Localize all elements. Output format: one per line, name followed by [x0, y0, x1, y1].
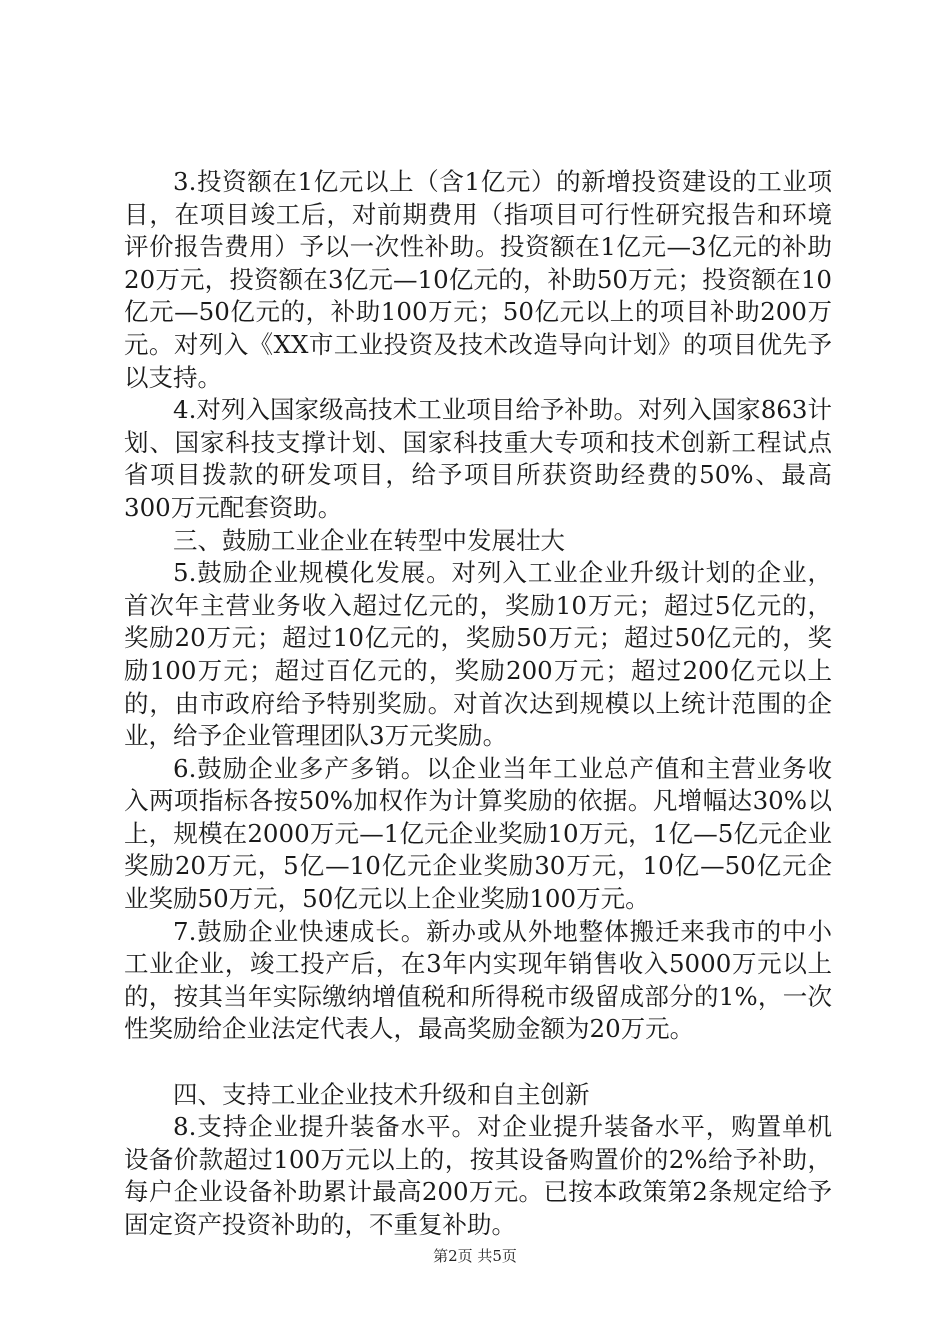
- paragraph-item-5: 5.鼓励企业规模化发展。对列入工业企业升级计划的企业，首次年主营业务收入超过亿元的，奖励10万元；超过5亿元的，奖励20万元；超过10亿元的，奖励50万元；超过50亿元的，奖励100万元；超过百亿元的，奖励200万元；超过200亿元以上的，由市政府给予特别奖励。对首次达到规模以上统计范围的企业，给予企业管理团队3万元奖励。: [124, 558, 832, 751]
- section-heading-4: 四、支持工业企业技术升级和自主创新: [173, 1079, 590, 1109]
- paragraph-item-8: 8.支持企业提升装备水平。对企业提升装备水平，购置单机设备价款超过100万元以上的，按其设备购置价的2%给予补助，每户企业设备补助累计最高200万元。已按本政策第2条规定给予固定资产投资补助的，不重复补助。: [124, 1112, 832, 1239]
- paragraph-item-6: 6.鼓励企业多产多销。以企业当年工业总产值和主营业务收入两项指标各按50%加权作为计算奖励的依据。凡增幅达30%以上，规模在2000万元—1亿元企业奖励10万元，1亿—5亿元企业奖励20万元，5亿—10亿元企业奖励30万元，10亿—50亿元企业奖励50万元，50亿元以上企业奖励100万元。: [124, 753, 832, 914]
- page-footer: 第2页 共5页: [433, 1247, 517, 1265]
- document-body: [124, 166, 832, 1242]
- blank-line: [124, 1046, 832, 1079]
- section-heading-3: 三、鼓励工业企业在转型中发展壮大: [173, 525, 565, 555]
- paragraph-item-7: 7.鼓励企业快速成长。新办或从外地整体搬迁来我市的中小工业企业，竣工投产后，在3年内实现年销售收入5000万元以上的，按其当年实际缴纳增值税和所得税市级留成部分的1%，一次性奖励给企业法定代表人，最高奖励金额为20万元。: [124, 916, 832, 1044]
- paragraph-item-4: 4.对列入国家级高技术工业项目给予补助。对列入国家863计划、国家科技支撑计划、国家科技重大专项和技术创新工程试点省项目拨款的研发项目，给予项目所获资助经费的50%、最高300万元配套资助。: [124, 395, 832, 522]
- paragraph-item-3: 3.投资额在1亿元以上（含1亿元）的新增投资建设的工业项目，在项目竣工后，对前期费用（指项目可行性研究报告和环境评价报告费用）予以一次性补助。投资额在1亿元—3亿元的补助20万元，投资额在3亿元—10亿元的，补助50万元；投资额在10亿元—50亿元的，补助100万元；50亿元以上的项目补助200万元。对列入《XX市工业投资及技术改造导向计划》的项目优先予以支持。: [124, 167, 832, 392]
